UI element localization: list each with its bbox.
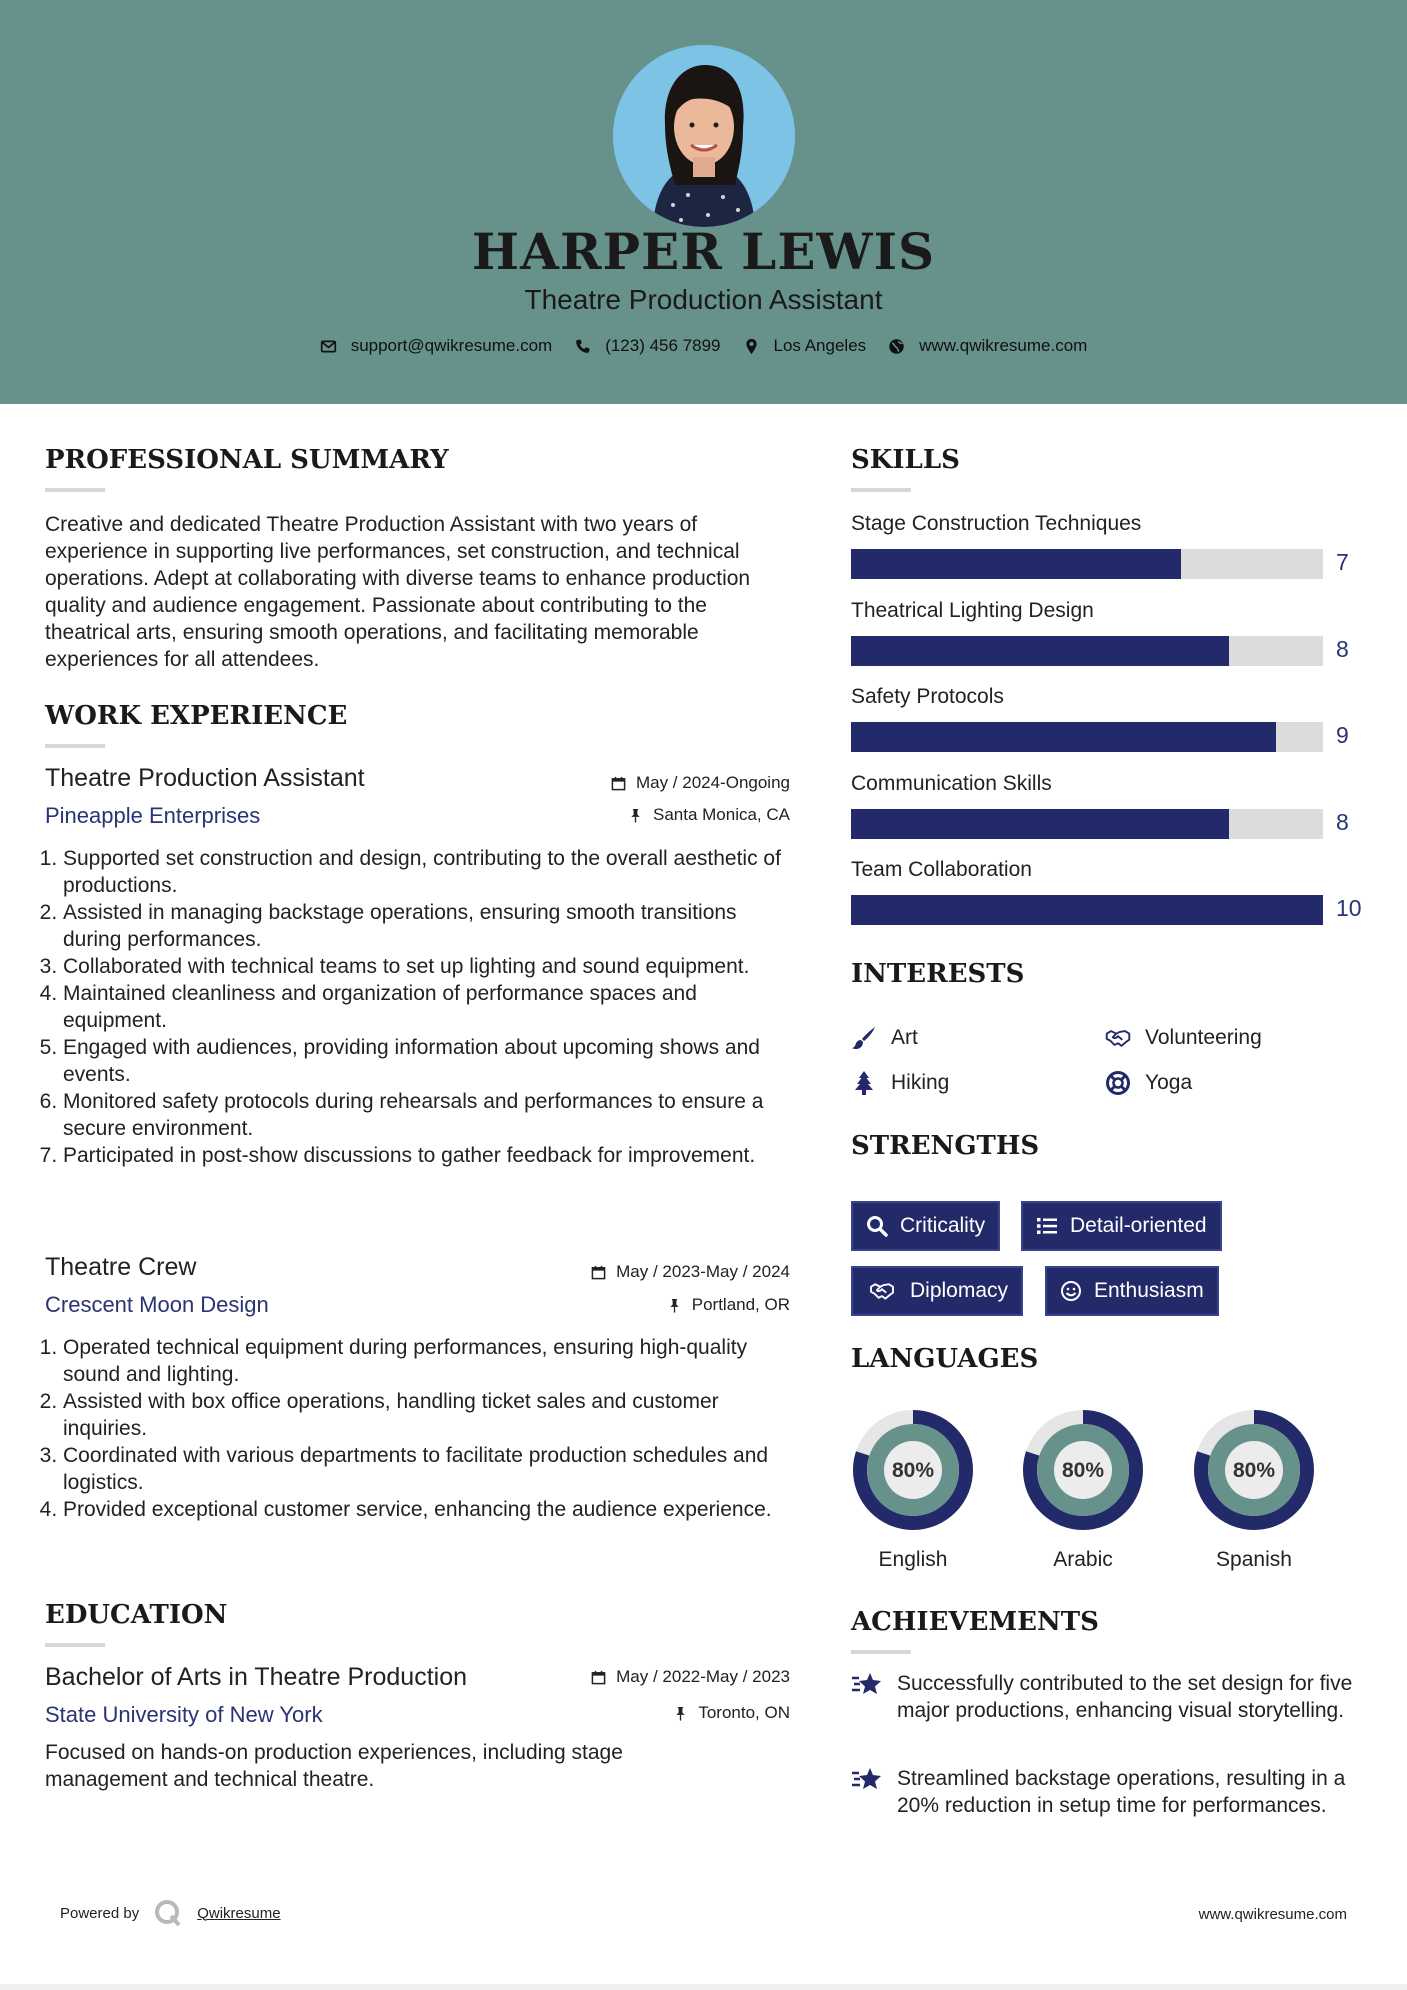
qwikresume-link[interactable]: Qwikresume: [197, 1904, 281, 1922]
job-dates-text: May / 2023-May / 2024: [616, 1262, 790, 1281]
strength-label: Diplomacy: [910, 1279, 1009, 1302]
degree-title: Bachelor of Arts in Theatre Production: [45, 1663, 467, 1691]
email-text: support@qwikresume.com: [350, 336, 553, 355]
achievements-heading: ACHIEVEMENTS: [851, 1607, 1099, 1637]
language-label: Spanish: [1216, 1548, 1292, 1571]
calendar-icon: [591, 1670, 606, 1685]
contact-website[interactable]: [888, 336, 1087, 356]
job-location: [520, 805, 790, 825]
skill-rating: 9: [1336, 722, 1349, 748]
job-dates-text: May / 2024-Ongoing: [635, 773, 790, 792]
language-label: English: [878, 1548, 948, 1571]
achievement-text: Streamlined backstage operations, resulting in a 20% reduction in setup time for performances.: [897, 1767, 1346, 1817]
list-icon: [1036, 1215, 1058, 1237]
contact-phone[interactable]: [574, 336, 720, 356]
skill-label: Theatrical Lighting Design: [851, 598, 1094, 622]
language-item: [1192, 1408, 1316, 1571]
job-location: [520, 1295, 790, 1315]
skills-rule: [851, 488, 911, 492]
tree-icon: [851, 1070, 877, 1096]
interest-item: [1105, 1070, 1192, 1096]
calendar-icon: [611, 776, 626, 791]
education-dates-text: May / 2022-May / 2023: [616, 1667, 790, 1686]
achievement-item: [851, 1670, 1371, 1724]
strength-tag: [1045, 1266, 1219, 1316]
bullet-item: 1. Operated technical equipment during performances, ensuring high-quality sound and lighting.: [63, 1334, 795, 1388]
company-name: Crescent Moon Design: [45, 1292, 269, 1317]
experience-heading: WORK EXPERIENCE: [45, 701, 348, 731]
resume-header: [0, 0, 1407, 404]
language-donut: [1021, 1408, 1145, 1532]
pushpin-icon: [667, 1298, 682, 1313]
contact-location: [743, 336, 867, 356]
pushpin-icon: [673, 1706, 688, 1721]
education-location-text: Toronto, ON: [698, 1703, 790, 1722]
skill-rating: 8: [1336, 808, 1349, 835]
star-badge-icon: [851, 1670, 883, 1700]
strength-label: Detail-oriented: [1070, 1214, 1207, 1237]
skill-rating: 8: [1336, 635, 1349, 662]
location-text: Los Angeles: [773, 336, 867, 355]
school-name: State University of New York: [45, 1702, 323, 1727]
envelope-icon: [320, 338, 337, 355]
strength-label: Criticality: [900, 1214, 986, 1237]
bullet-item: 5. Engaged with audiences, providing information about upcoming shows and events.: [63, 1034, 795, 1088]
candidate-title: Theatre Production Assistant: [524, 284, 883, 315]
language-percent: 80%: [1232, 1459, 1276, 1482]
star-badge-icon: [851, 1765, 883, 1795]
job-dates: [520, 773, 790, 793]
language-item: [851, 1408, 975, 1571]
skill-label: Safety Protocols: [851, 685, 1004, 708]
education-heading: EDUCATION: [45, 1600, 228, 1630]
language-percent: 80%: [1061, 1459, 1105, 1482]
achievement-text: Successfully contributed to the set design for five major productions, enhancing visual storytelling.: [897, 1672, 1353, 1722]
powered-by: [60, 1898, 281, 1928]
skills-heading: SKILLS: [851, 445, 960, 475]
strength-tag: [851, 1266, 1023, 1316]
footer-website[interactable]: www.qwikresume.com: [1198, 1906, 1347, 1923]
map-marker-icon: [743, 338, 760, 355]
skill-bar-track: [851, 636, 1323, 666]
bullet-item: 2. Assisted in managing backstage operations, ensuring smooth transitions during performances.: [63, 899, 795, 953]
skill-label: Stage Construction Techniques: [851, 512, 1142, 535]
skill-bar-fill: [851, 549, 1181, 579]
powered-by-text: Powered by: [60, 1904, 140, 1922]
bullet-item: 4. Provided exceptional customer service, enhancing the audience experience.: [63, 1496, 795, 1523]
language-donut: [1192, 1408, 1316, 1532]
bottom-divider: [0, 1984, 1407, 1990]
bullet-item: 7. Participated in post-show discussions to gather feedback for improvement.: [63, 1142, 795, 1169]
job-dates: [520, 1262, 790, 1282]
interest-label: Hiking: [891, 1071, 950, 1094]
education-description: Focused on hands-on production experiences, including stage management and technical theatre.: [45, 1741, 623, 1791]
skill-bar-track: [851, 722, 1323, 752]
skill-bar-fill: [851, 895, 1323, 925]
company-name: Pineapple Enterprises: [45, 803, 261, 828]
job-bullets: [45, 1334, 795, 1523]
skill-bar-track: [851, 809, 1323, 839]
languages-heading: LANGUAGES: [851, 1344, 1039, 1374]
job-location-text: Santa Monica, CA: [652, 805, 790, 824]
profile-photo: [613, 45, 795, 227]
language-percent: 80%: [891, 1459, 935, 1482]
skill-bar-track: [851, 549, 1323, 579]
summary-heading: PROFESSIONAL SUMMARY: [45, 445, 449, 475]
skill-label: Communication Skills: [851, 771, 1052, 795]
bullet-item: 3. Collaborated with technical teams to set up lighting and sound equipment.: [63, 953, 795, 980]
skill-bar-track: [851, 895, 1323, 925]
job-bullets: [45, 845, 795, 1169]
bullet-item: 4. Maintained cleanliness and organization of performance spaces and equipment.: [63, 980, 795, 1034]
website-text: www.qwikresume.com: [919, 336, 1088, 355]
candidate-name: HARPER LEWIS: [471, 222, 936, 281]
bullet-item: 2. Assisted with box office operations, handling ticket sales and customer inquiries.: [63, 1388, 795, 1442]
job-title: Theatre Production Assistant: [45, 764, 365, 792]
bullet-item: 3. Coordinated with various departments to facilitate production schedules and logistics.: [63, 1442, 795, 1496]
paintbrush-icon: [851, 1025, 877, 1051]
achievement-item: [851, 1765, 1371, 1819]
bullet-item: 6. Monitored safety protocols during rehearsals and performances to ensure a secure environment.: [63, 1088, 795, 1142]
globe-icon: [888, 338, 905, 355]
handshake-icon: [866, 1280, 898, 1302]
bullet-item: 1. Supported set construction and design, contributing to the overall aesthetic of productions.: [63, 845, 795, 899]
language-label: Arabic: [1053, 1548, 1113, 1571]
skill-bar-fill: [851, 809, 1229, 839]
strength-tag: [1021, 1201, 1222, 1251]
phone-text: (123) 456 7899: [605, 336, 721, 355]
interest-label: Art: [891, 1026, 918, 1049]
skill-label: Team Collaboration: [851, 858, 1032, 881]
education-rule: [45, 1643, 105, 1647]
contact-bar: [0, 336, 1407, 356]
qwikresume-logo-icon: [153, 1898, 183, 1928]
contact-email[interactable]: [320, 336, 553, 356]
interests-heading: INTERESTS: [851, 959, 1025, 989]
smile-icon: [1060, 1280, 1082, 1302]
strengths-heading: STRENGTHS: [851, 1131, 1040, 1161]
handshake-icon: [1105, 1025, 1131, 1051]
interest-item: [851, 1070, 949, 1096]
skill-rating: 7: [1336, 549, 1349, 575]
language-donut: [851, 1408, 975, 1532]
job-location-text: Portland, OR: [691, 1295, 790, 1314]
language-item: [1021, 1408, 1145, 1571]
skill-bar-fill: [851, 636, 1229, 666]
skill-bar-fill: [851, 722, 1276, 752]
phone-icon: [574, 338, 591, 355]
job-title: Theatre Crew: [45, 1253, 197, 1281]
summary-rule: [45, 488, 105, 492]
summary-text: Creative and dedicated Theatre Production Assistant with two years of experience in supporting live performances, set construction, and technical operations. Adept at collaborating with diverse teams to enhance production quality and audience engagement. Passionate about contributing to the theatrical arts, ensuring smooth operations, and facilitating memorable experiences for all attendees.: [45, 513, 751, 671]
calendar-icon: [591, 1265, 606, 1280]
education-location: [520, 1703, 790, 1723]
lifering-icon: [1105, 1070, 1131, 1096]
strength-tag: [851, 1201, 1000, 1251]
education-dates: [520, 1667, 790, 1687]
experience-rule: [45, 744, 105, 748]
interest-label: Volunteering: [1145, 1026, 1262, 1049]
achievements-rule: [851, 1650, 911, 1654]
interest-item: [1105, 1025, 1262, 1051]
interest-item: [851, 1025, 918, 1051]
pushpin-icon: [628, 808, 643, 823]
interest-label: Yoga: [1145, 1071, 1193, 1094]
search-icon: [866, 1215, 888, 1237]
skill-rating: 10: [1336, 895, 1362, 921]
strength-label: Enthusiasm: [1094, 1279, 1204, 1302]
